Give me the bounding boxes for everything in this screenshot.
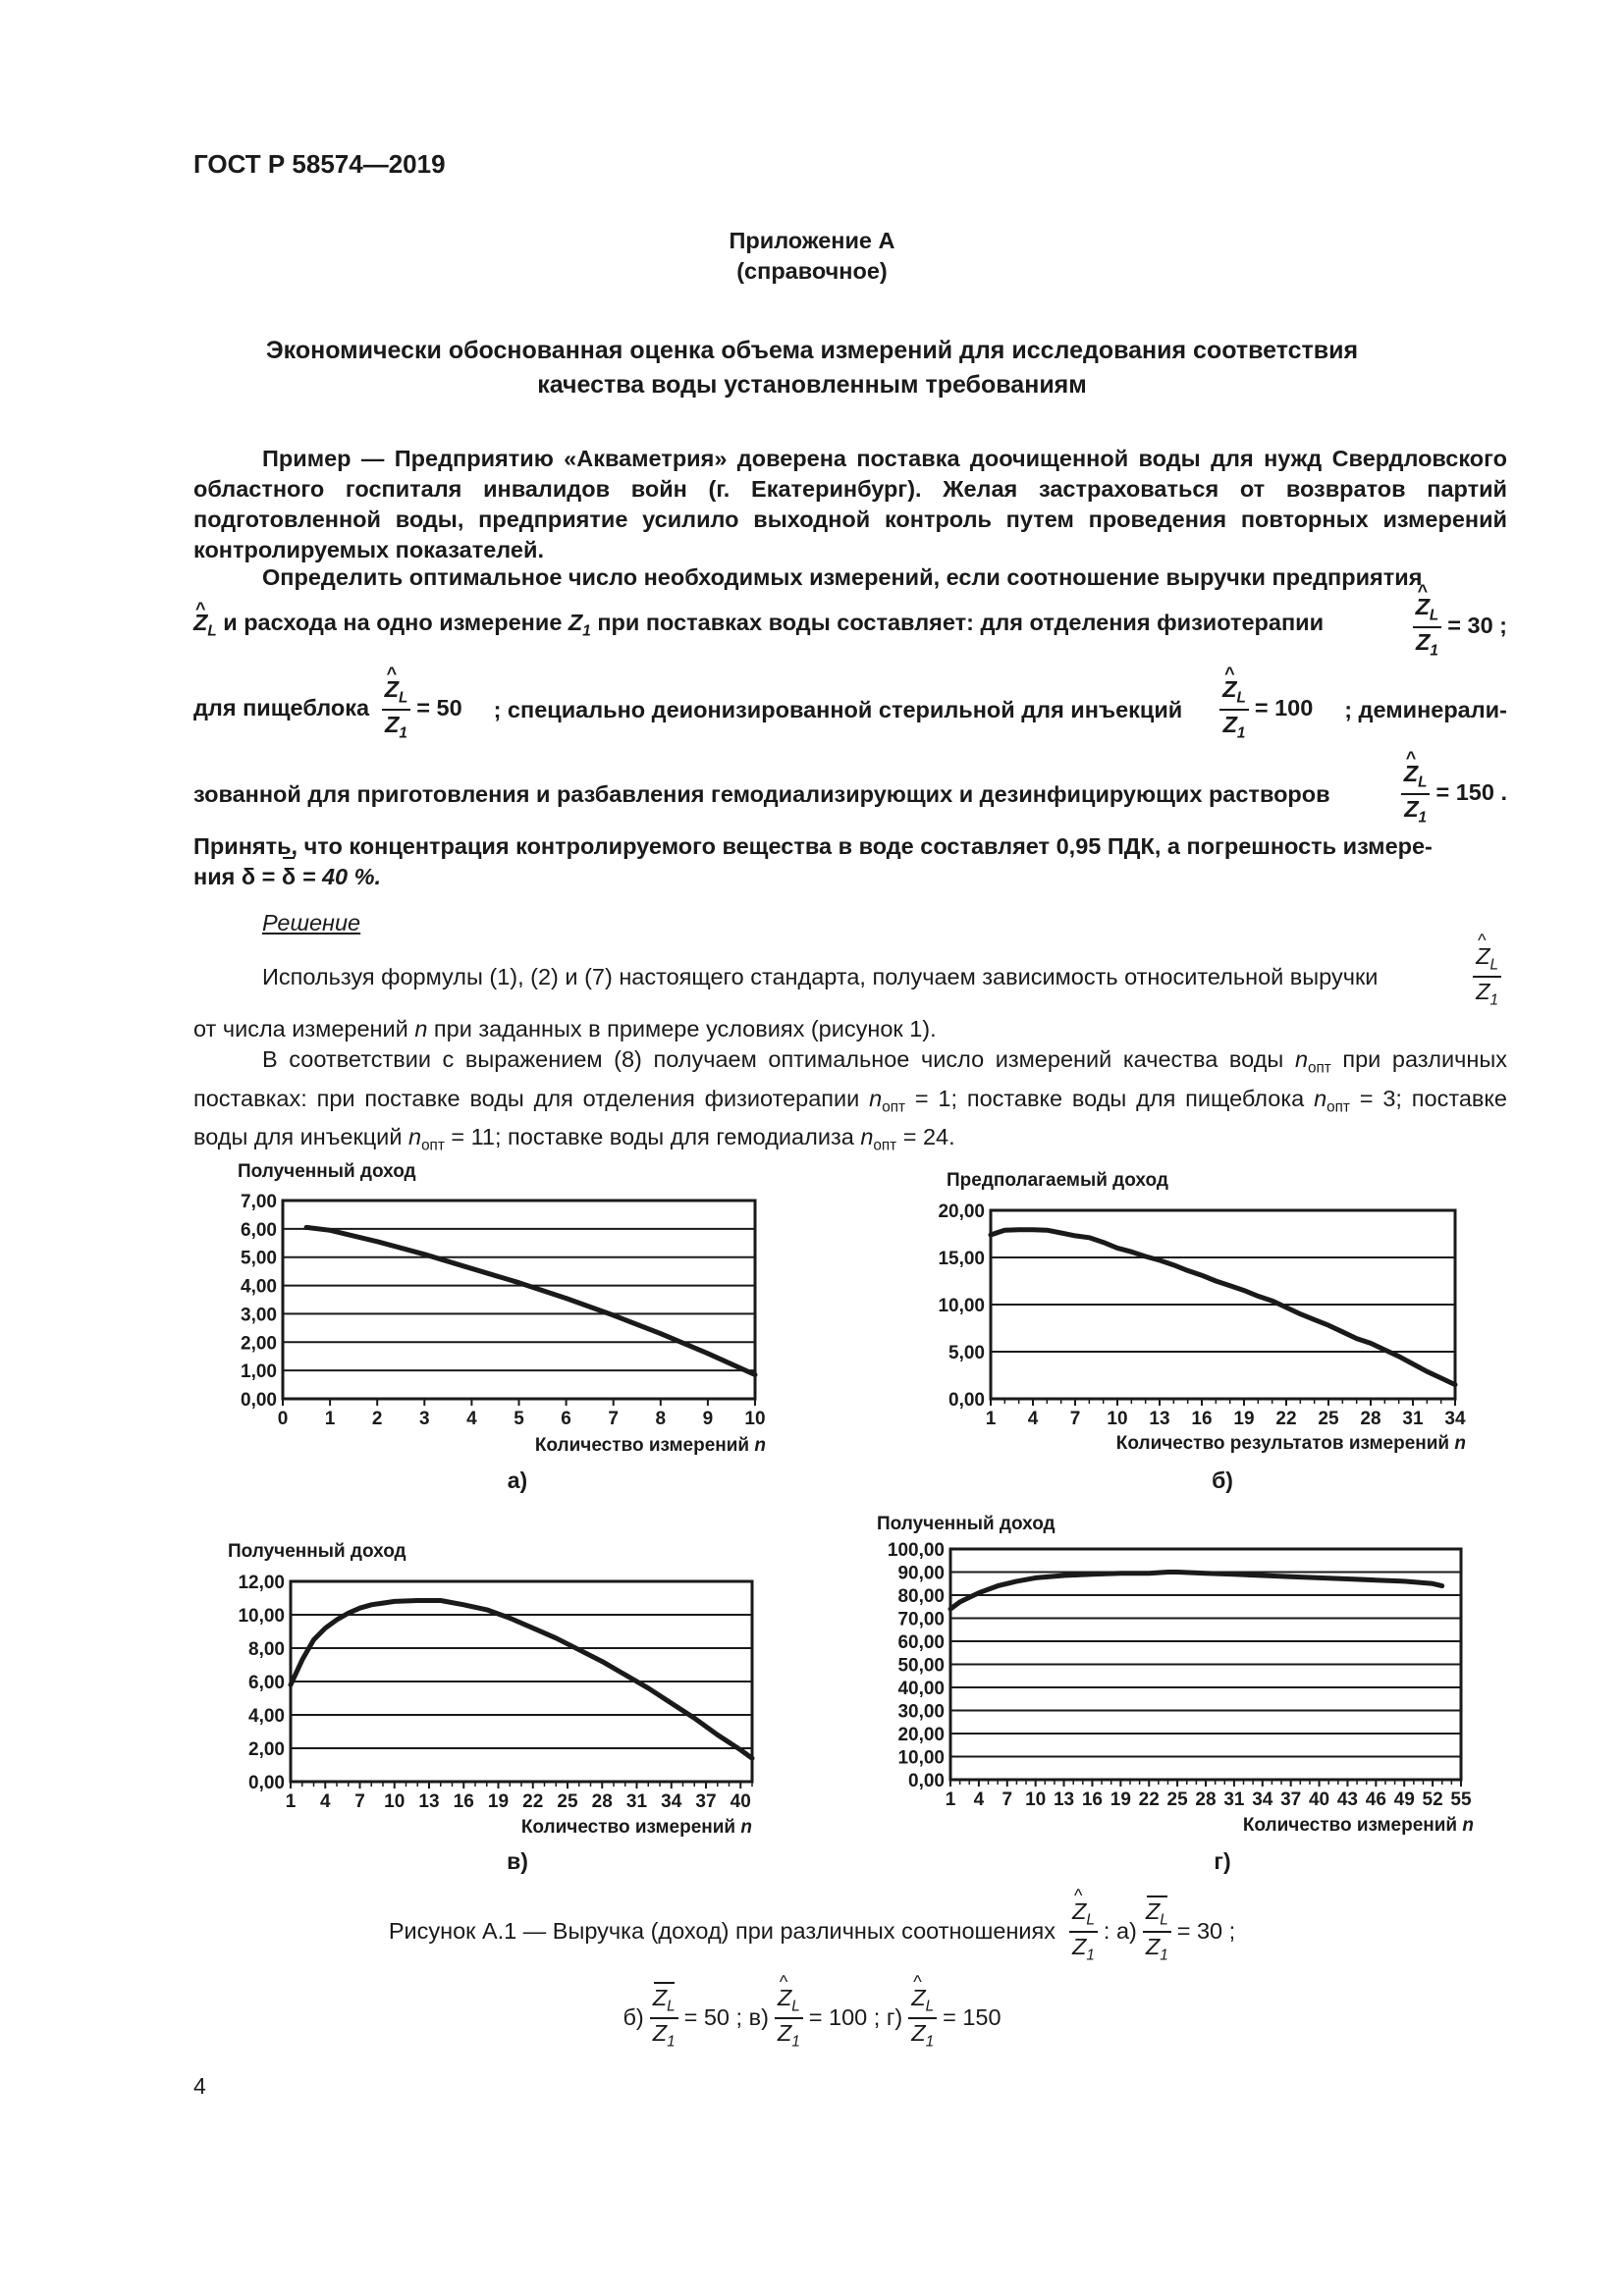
- x-tick-label-g: 22: [1138, 1789, 1160, 1810]
- x-tick-label-a: 9: [702, 1409, 714, 1429]
- x-tick-label-g: 19: [1110, 1789, 1131, 1810]
- x-axis-label-b: Количество результатов измерений n: [1115, 1433, 1466, 1454]
- x-tick-label-b: 19: [1233, 1409, 1255, 1429]
- x-tick-label-b: 16: [1191, 1409, 1213, 1429]
- x-tick-label-g: 1: [945, 1789, 956, 1810]
- chart-title-g: Полученный доход: [877, 1514, 1056, 1534]
- x-tick-label-v: 19: [487, 1791, 510, 1812]
- x-tick-label-g: 28: [1195, 1789, 1217, 1810]
- figure-caption-line-2: б) $\frac{Z_L}{Z_1}$ = 50 ; в) ^ $\frac{Z_L}{Z_1}$ = 100 ; г) ^ $\frac{Z_L}{Z_1}$ = 150: [0, 1981, 1624, 2055]
- x-tick-label-v: 22: [522, 1791, 544, 1812]
- x-tick-label-g: 16: [1081, 1789, 1104, 1810]
- x-tick-label-b: 4: [1027, 1409, 1039, 1429]
- x-tick-label-g: 46: [1365, 1789, 1386, 1810]
- plot-frame-a: [283, 1201, 755, 1399]
- y-tick-label-a: 1,00: [241, 1362, 277, 1383]
- x-tick-label-a: 1: [324, 1409, 336, 1429]
- x-tick-label-v: 1: [285, 1791, 297, 1812]
- x-tick-label-a: 2: [371, 1409, 383, 1429]
- x-tick-label-g: 10: [1025, 1789, 1047, 1810]
- series-line-g: [950, 1573, 1442, 1610]
- series-line-b: [991, 1230, 1455, 1385]
- example-line-4: для пищеблока ^ $\frac{Z_L}{Z_1}$ = 50 ; специально деионизированной стерильной для инъекций ^ $\frac{Z_L}{Z_1}$ = 100 ; деминерали-: [193, 675, 1507, 744]
- x-tick-label-g: 37: [1280, 1789, 1302, 1810]
- y-tick-label-v: 12,00: [238, 1573, 285, 1593]
- y-tick-label-v: 6,00: [248, 1673, 285, 1693]
- x-tick-label-g: 49: [1393, 1789, 1415, 1810]
- y-tick-label-g: 50,00: [897, 1655, 945, 1677]
- x-tick-label-v: 37: [695, 1791, 717, 1812]
- x-tick-label-b: 25: [1318, 1409, 1339, 1429]
- y-tick-label-a: 2,00: [241, 1333, 277, 1355]
- y-tick-label-b: 5,00: [948, 1343, 985, 1363]
- y-tick-label-g: 90,00: [897, 1563, 945, 1584]
- y-tick-label-g: 80,00: [897, 1586, 945, 1607]
- y-tick-label-g: 100,00: [887, 1540, 945, 1561]
- y-tick-label-b: 0,00: [948, 1390, 985, 1411]
- example-line-5: зованной для приготовления и разбавления гемодиализирующих и дезинфицирующих растворов ^ $\frac{Z_L}{Z_1}$ = 150 .: [193, 760, 1507, 828]
- y-tick-label-g: 70,00: [897, 1609, 945, 1630]
- chart-title-a: Полученный доход: [238, 1161, 416, 1182]
- x-tick-label-a: 4: [466, 1409, 477, 1429]
- y-tick-label-v: 2,00: [248, 1739, 285, 1760]
- x-tick-label-a: 8: [655, 1409, 667, 1429]
- x-tick-label-a: 6: [561, 1409, 571, 1429]
- x-tick-label-g: 43: [1336, 1789, 1359, 1810]
- x-tick-label-v: 10: [384, 1791, 406, 1812]
- x-tick-label-v: 13: [418, 1791, 440, 1812]
- y-tick-label-b: 20,00: [938, 1201, 985, 1222]
- solution-line-1: Используя формулы (1), (2) и (7) настоящего стандарта, получаем зависимость относительной выручки ^ $\frac{Z_L}{Z_1}$: [262, 942, 1507, 1011]
- x-tick-label-v: 40: [730, 1791, 751, 1812]
- x-tick-label-v: 4: [319, 1791, 331, 1812]
- y-tick-label-v: 0,00: [248, 1773, 285, 1793]
- x-tick-label-b: 28: [1360, 1409, 1381, 1429]
- appendix-title: Приложение А (справочное): [729, 228, 895, 284]
- x-axis-label-g: Количество измерений n: [1242, 1815, 1474, 1836]
- x-tick-label-g: 25: [1166, 1789, 1188, 1810]
- solution-label: Решение: [262, 910, 361, 935]
- y-tick-label-g: 20,00: [897, 1725, 945, 1745]
- series-line-v: [291, 1601, 752, 1759]
- solution-line-2: от числа измерений n при заданных в примере условиях (рисунок 1).: [193, 1016, 937, 1041]
- y-tick-label-a: 5,00: [241, 1248, 277, 1269]
- example-line-3: ^ $Z_L$ и расхода на одно измерение $Z_1$ при поставках воды составляет: для отделения физиотерапии ^ $\frac{Z_L}{Z_1}$ = 30 ;: [193, 593, 1507, 662]
- x-tick-label-a: 7: [608, 1409, 619, 1429]
- x-tick-label-g: 52: [1422, 1789, 1443, 1810]
- y-tick-label-a: 3,00: [241, 1305, 277, 1326]
- panel-label-b: б): [1212, 1468, 1233, 1493]
- series-line-a: [306, 1227, 755, 1374]
- x-tick-label-g: 13: [1053, 1789, 1075, 1810]
- x-tick-label-g: 55: [1450, 1789, 1472, 1810]
- y-tick-label-b: 15,00: [938, 1249, 985, 1269]
- y-tick-label-a: 4,00: [241, 1276, 277, 1298]
- x-tick-label-b: 31: [1402, 1409, 1424, 1429]
- x-tick-label-b: 7: [1069, 1409, 1081, 1429]
- y-tick-label-g: 40,00: [897, 1679, 945, 1699]
- chart-title-b: Предполагаемый доход: [947, 1170, 1168, 1191]
- x-tick-label-v: 7: [354, 1791, 365, 1812]
- x-tick-label-b: 34: [1444, 1409, 1466, 1429]
- x-tick-label-b: 13: [1149, 1409, 1170, 1429]
- z-hat-symbol: ^ $Z_L$: [193, 608, 217, 647]
- page-number: 4: [193, 2073, 206, 2099]
- document-code: ГОСТ Р 58574—2019: [193, 149, 446, 179]
- y-tick-label-a: 0,00: [241, 1390, 277, 1411]
- y-tick-label-g: 10,00: [897, 1747, 945, 1769]
- y-tick-label-g: 0,00: [908, 1771, 945, 1791]
- x-tick-label-b: 10: [1107, 1409, 1128, 1429]
- y-tick-label-g: 60,00: [897, 1632, 945, 1653]
- x-tick-label-g: 40: [1308, 1789, 1330, 1810]
- x-tick-label-v: 31: [625, 1791, 648, 1812]
- x-tick-label-v: 34: [661, 1791, 682, 1812]
- y-tick-label-v: 8,00: [248, 1639, 285, 1660]
- y-tick-label-b: 10,00: [938, 1296, 985, 1316]
- y-tick-label-a: 6,00: [241, 1219, 277, 1241]
- x-tick-label-g: 34: [1252, 1789, 1273, 1810]
- x-tick-label-v: 28: [591, 1791, 613, 1812]
- example-condition: Принять, что концентрация контролируемого вещества в воде составляет 0,95 ПДК, а погрешность измере- ния δ = δ = 40 %.: [193, 831, 1507, 892]
- solution-paragraph-3: В соответствии с выражением (8) получаем оптимальное число измерений качества воды $n_{опт}$ при различных поставках: при поставке воды для отделения физиотерапии $n_{опт} = 1$; поставке воды для пищеблока $n_{опт} = 3$; поставке воды для инъекций $n_{опт} = 11$; поставке воды для гемодиализа $n_{опт} = 24$.: [193, 1046, 1508, 1155]
- y-tick-label-g: 30,00: [897, 1701, 945, 1723]
- x-tick-label-a: 10: [744, 1409, 766, 1429]
- figure-caption-line-1: Рисунок А.1 — Выручка (доход) при различных соотношениях ^ $\frac{Z_L}{Z_1}$ : а) $\frac{Z_L}{Z_1}$ = 30 ;: [0, 1895, 1624, 1968]
- y-tick-label-v: 4,00: [248, 1706, 285, 1727]
- x-tick-label-a: 5: [514, 1409, 524, 1429]
- x-tick-label-b: 1: [985, 1409, 997, 1429]
- panel-label-g: г): [1214, 1848, 1231, 1874]
- panel-label-a: а): [507, 1468, 528, 1493]
- example-paragraph: Пример — Предприятию «Акваметрия» доверена поставка доочищенной воды для нужд Свердловского областного госпиталя инвалидов войн (г. Екатеринбург). Желая застраховаться от возвратов партий подготовленной воды, предприятие усилило выходной контроль путем проведения повторных измерений контролируемых показателей.: [193, 446, 1507, 562]
- chart-title-v: Полученный доход: [228, 1541, 406, 1562]
- example-task: Определить оптимальное число необходимых измерений, если соотношение выручки предприятия: [262, 564, 1423, 590]
- x-tick-label-a: 0: [277, 1409, 289, 1429]
- x-tick-label-a: 3: [419, 1409, 430, 1429]
- section-heading: Экономически обоснованная оценка объема измерений для исследования соответствия качества воды установленным требованиям: [265, 337, 1359, 399]
- x-tick-label-v: 16: [453, 1791, 474, 1812]
- x-tick-label-v: 25: [557, 1791, 578, 1812]
- y-tick-label-v: 10,00: [238, 1606, 285, 1627]
- x-tick-label-g: 7: [1001, 1789, 1013, 1810]
- x-axis-label-v: Количество измерений n: [520, 1817, 752, 1838]
- y-tick-label-a: 7,00: [241, 1192, 277, 1212]
- x-tick-label-b: 22: [1275, 1409, 1297, 1429]
- panel-label-v: в): [507, 1848, 528, 1874]
- ratio-fraction: ^ $\frac{Z_L}{Z_1}$: [1413, 596, 1442, 659]
- x-axis-label-a: Количество измерений n: [534, 1435, 766, 1456]
- x-tick-label-g: 4: [973, 1789, 985, 1810]
- x-tick-label-g: 31: [1223, 1789, 1245, 1810]
